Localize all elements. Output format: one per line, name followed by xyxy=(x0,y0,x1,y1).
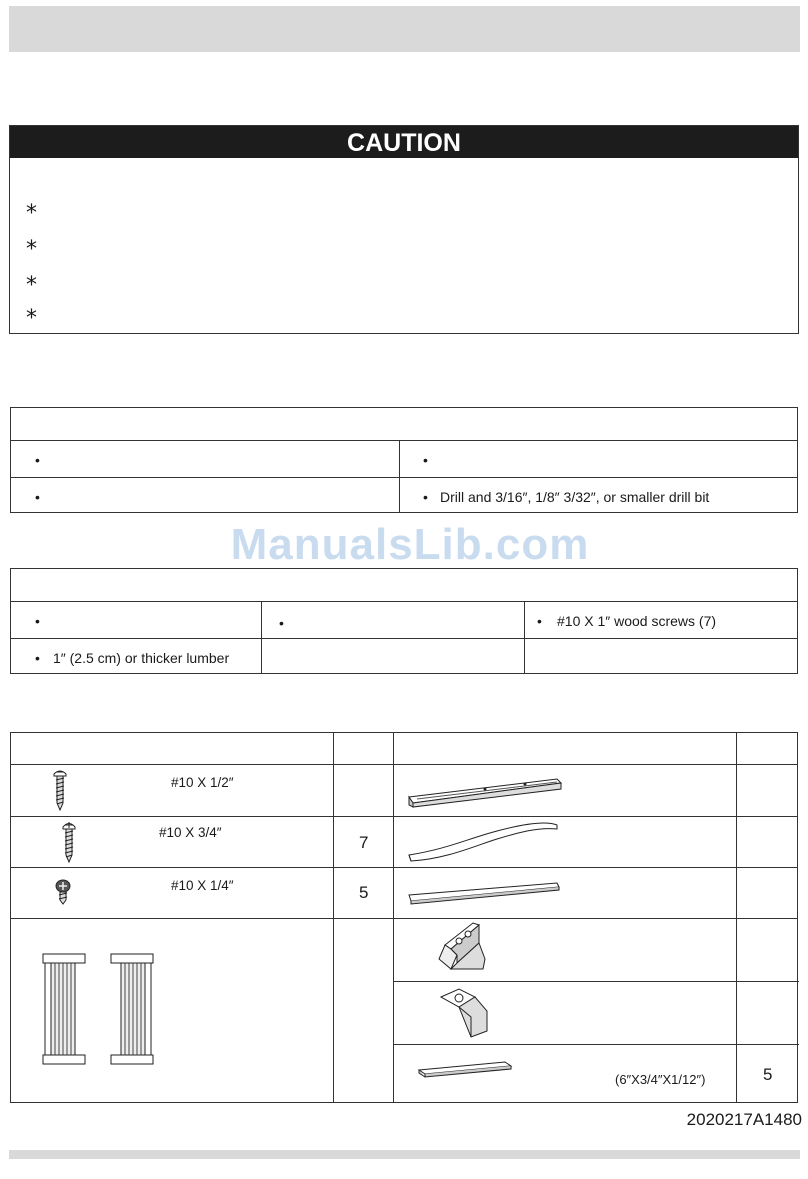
list-bullet: • xyxy=(35,650,40,666)
table-divider xyxy=(11,477,797,478)
side-panels-icon xyxy=(39,951,169,1071)
part-quantity: 5 xyxy=(763,1065,773,1084)
top-rail-icon xyxy=(407,773,567,809)
caution-box xyxy=(9,125,799,334)
part-quantity: 7 xyxy=(359,833,369,852)
part-quantity: 5 xyxy=(359,883,369,902)
list-bullet: • xyxy=(279,615,284,631)
caution-title: CAUTION xyxy=(10,126,798,158)
caution-item-marker: * xyxy=(26,237,37,262)
part-dimension-label: (6″X3/4″X1/12″) xyxy=(615,1072,706,1087)
table-divider xyxy=(399,440,400,513)
watermark: ManualsLib.com xyxy=(230,520,590,569)
table-divider xyxy=(11,816,797,817)
foam-strip-icon xyxy=(407,819,563,863)
caution-item-marker: * xyxy=(26,273,37,298)
part-size-label: #10 X 1/2″ xyxy=(171,775,234,790)
list-bullet: • xyxy=(423,489,428,505)
parts-table xyxy=(10,732,798,1103)
wood-block-icon xyxy=(417,1058,513,1080)
table-divider xyxy=(393,1044,799,1045)
support-bracket-icon xyxy=(435,987,493,1041)
part-size-label: #10 X 1/4″ xyxy=(171,878,234,893)
list-bullet: • xyxy=(423,452,428,468)
materials-table xyxy=(10,568,798,674)
part-size-label: #10 X 3/4″ xyxy=(159,825,222,840)
header-bar xyxy=(9,6,800,52)
table-divider xyxy=(11,918,797,919)
list-bullet: • xyxy=(537,613,542,629)
tools-table xyxy=(10,407,798,513)
caution-item-marker: * xyxy=(26,306,37,331)
sill-strip-icon xyxy=(407,881,563,907)
table-divider xyxy=(524,601,525,674)
table-divider xyxy=(11,638,797,639)
document-code: 2020217A1480 xyxy=(686,1110,802,1129)
short-screw-icon xyxy=(55,879,71,905)
table-divider xyxy=(11,440,797,441)
table-divider xyxy=(261,601,262,674)
footer-bar xyxy=(9,1150,800,1159)
list-bullet: • xyxy=(35,613,40,629)
caution-item-marker: * xyxy=(26,201,37,226)
table-divider xyxy=(11,867,797,868)
screw-icon xyxy=(62,821,76,863)
table-divider xyxy=(11,601,797,602)
material-item-text: #10 X 1″ wood screws (7) xyxy=(557,613,717,629)
table-divider xyxy=(393,981,799,982)
material-item-text: 1″ (2.5 cm) or thicker lumber xyxy=(53,650,230,666)
tool-item-text: Drill and 3/16″, 1/8″ 3/32″, or smaller drill bit xyxy=(440,489,710,505)
list-bullet: • xyxy=(35,489,40,505)
list-bullet: • xyxy=(35,452,40,468)
long-screw-icon xyxy=(53,769,67,811)
table-divider xyxy=(11,764,797,765)
l-bracket-icon xyxy=(435,919,495,973)
